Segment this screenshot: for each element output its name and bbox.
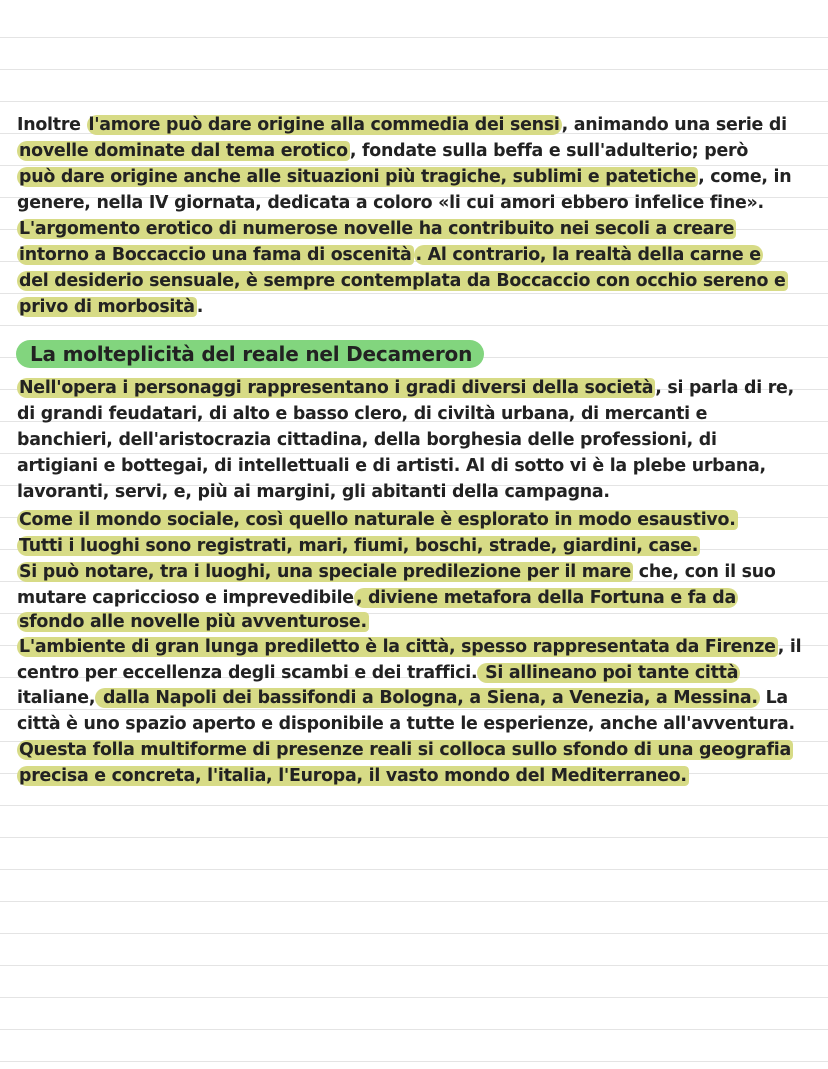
text-line: del desiderio sensuale, è sempre contemplata da Boccaccio con occhio sereno e — [19, 271, 786, 291]
text-line: L'argomento erotico di numerose novelle ha contribuito nei secoli a creare — [19, 219, 735, 239]
text-line: Si può notare, tra i luoghi, una speciale predilezione per il mare che, con il suo — [19, 562, 776, 582]
text-line: banchieri, dell'aristocrazia cittadina, della borghesia delle professioni, di — [17, 430, 717, 450]
text-line: sfondo alle novelle più avventurose. — [19, 612, 367, 632]
text-line: intorno a Boccaccio una fama di oscenità . Al contrario, la realtà della carne e — [19, 245, 761, 265]
text-line: privo di morbosità . — [19, 297, 204, 317]
text-line: Tutti i luoghi sono registrati, mari, fiumi, boschi, strade, giardini, case. — [19, 536, 699, 556]
text-line: novelle dominate dal tema erotico , fondate sulla beffa e sull'adulterio; però — [19, 141, 749, 161]
text-line: di grandi feudatari, di alto e basso clero, di civiltà urbana, di mercanti e — [17, 404, 708, 424]
text-line: italiane, dalla Napoli dei bassifondi a Bologna, a Siena, a Venezia, a Messina. La — [17, 688, 788, 708]
text-line: mutare capriccioso e imprevedibile , diviene metafora della Fortuna e fa da — [17, 588, 736, 608]
text-line: può dare origine anche alle situazioni più tragiche, sublimi e patetiche , come, in — [19, 167, 792, 187]
text-line: Come il mondo sociale, così quello naturale è esplorato in modo esaustivo. — [19, 510, 736, 530]
text-line: artigiani e bottegai, di intellettuali e di artisti. Al di sotto vi è la plebe urbana, — [17, 456, 766, 476]
text-line: Inoltre l'amore può dare origine alla commedia dei sensi , animando una serie di — [17, 115, 787, 135]
text-line: città è uno spazio aperto e disponibile a tutte le esperienze, anche all'avventura. — [17, 714, 795, 734]
text-line: lavoranti, servi, e, più ai margini, gli abitanti della campagna. — [17, 482, 610, 502]
text-line: Nell'opera i personaggi rappresentano i gradi diversi della società , si parla di re, — [19, 378, 794, 398]
section-heading: La molteplicità del reale nel Decameron — [16, 340, 484, 368]
text-line: genere, nella IV giornata, dedicata a coloro «li cui amori ebbero infelice fine». — [17, 193, 764, 213]
text-line: centro per eccellenza degli scambi e dei traffici. Si allineano poi tante città — [17, 663, 739, 683]
text-line: L'ambiente di gran lunga prediletto è la città, spesso rappresentata da Firenze , il — [19, 637, 802, 657]
text-line: Questa folla multiforme di presenze reali si colloca sullo sfondo di una geografia — [19, 740, 791, 760]
text-line: precisa e concreta, l'italia, l'Europa, il vasto mondo del Mediterraneo. — [19, 766, 687, 786]
